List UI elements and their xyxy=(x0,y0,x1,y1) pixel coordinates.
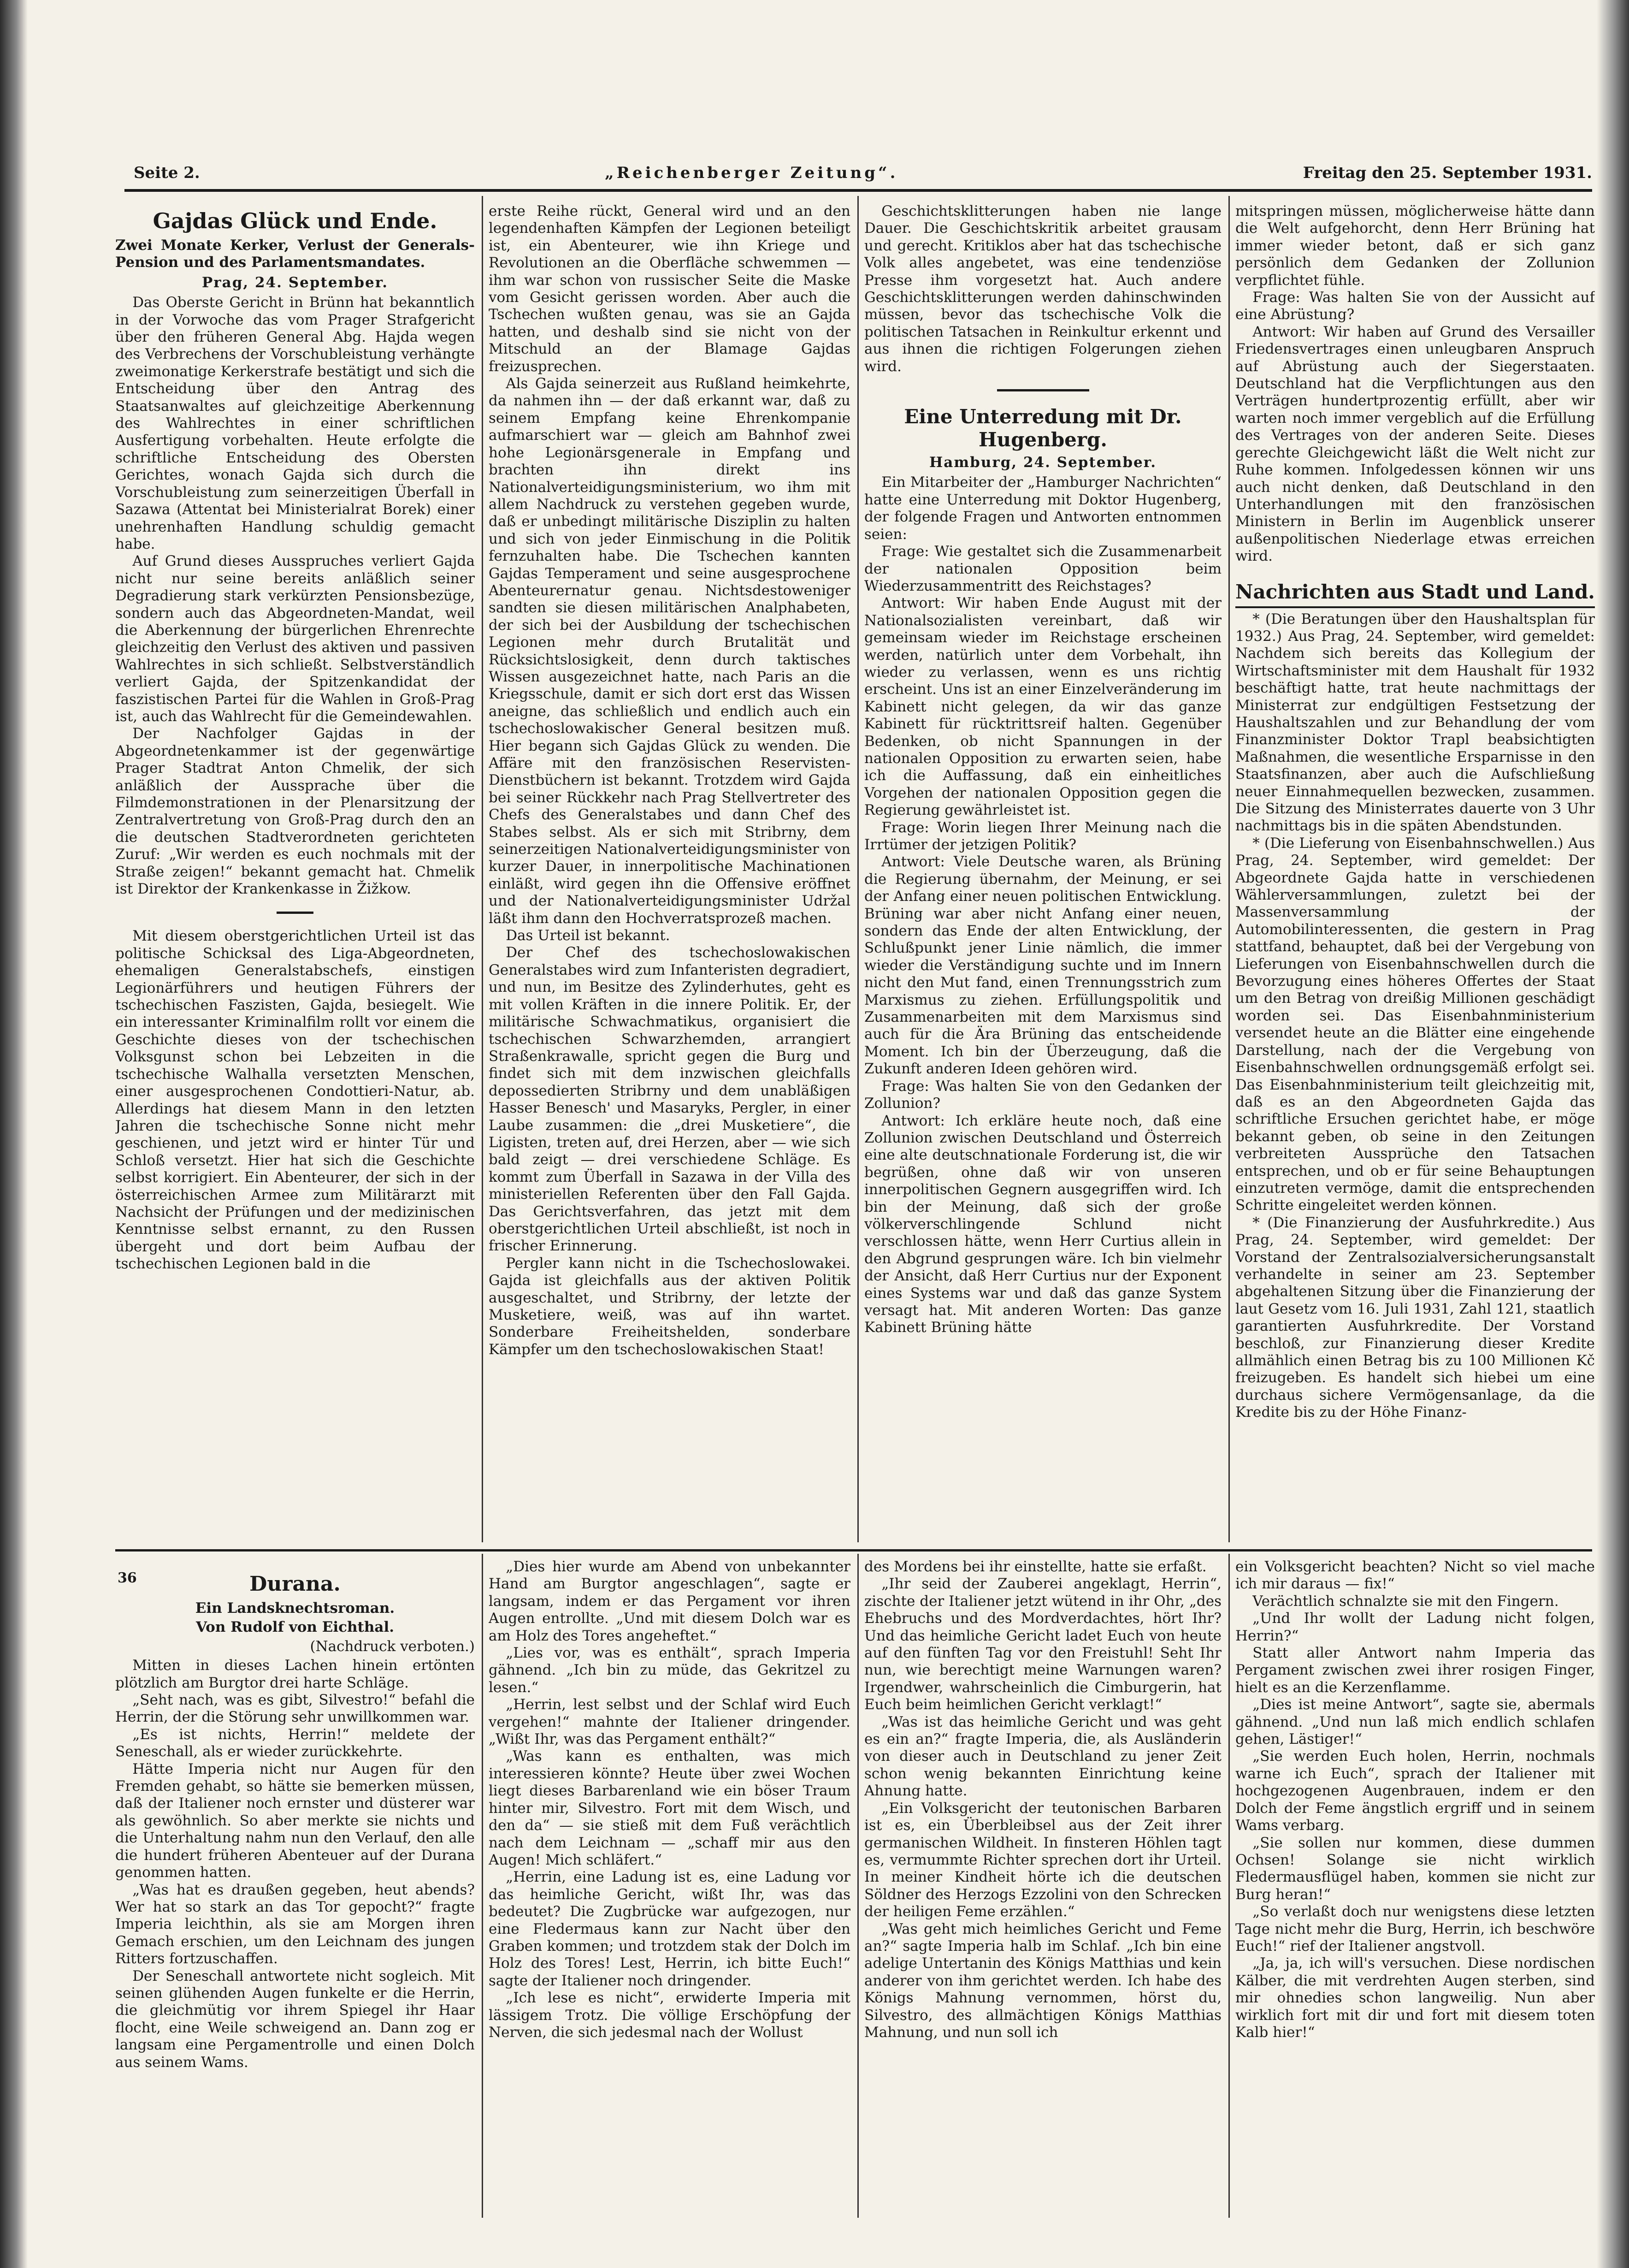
paragraph: Der Chef des tschechoslowakischen Generalstabes wird zum Infanteristen degradiert, und nun, im Besitze des Zylinderhutes, geht es mit vollen Kräften in die innere Politik. Er, der militärische Schwachmatikus, organisiert die tschechischen Schwarzhemden, arrangiert Straßenkrawalle, spricht gegen die Burg und findet sich mit dem inzwischen gleichfalls depossedierten Stribrny und dem unabläßigen Hasser Benesch' und Masaryks, Pergler, in einer Laube zusammen: die „drei Musketiere“, die Ligisten, treten auf, drei Herzen, aber — wie sich bald zeigt — drei verschiedene Schläge. Es kommt zum Überfall in Sazawa in der Villa des ministeriellen Referenten über den Fall Gajda. Das Gerichtsverfahren, das jetzt mit dem oberstgerichtlichen Urteil abschließt, ist noch in frischer Erinnerung. xyxy=(489,944,850,1255)
paragraph: Antwort: Wir haben Ende August mit der Nationalsozialisten vereinbart, daß wir gemeinsam wieder im Reichstage erscheinen werden, natürlich unter dem Vorbehalt, ihn wieder zu verlassen, wenn es uns richtig erscheint. Uns ist an einer Einzelveränderung im Kabinett nicht gelegen, da wir das ganze Kabinett für rücktrittsreif halten. Gegenüber Bedenken, ob nicht Spannungen in der nationalen Opposition zu erwarten seien, habe ich die Auffassung, daß ein einheitliches Vorgehen der nationalen Opposition gegen die Regierung gewährleistet ist. xyxy=(864,595,1222,819)
paragraph: „Dies ist meine Antwort“, sagte sie, abermals gähnend. „Und nun laß mich endlich schlafen gehen, Lästiger!“ xyxy=(1235,1696,1595,1748)
paragraph: mitspringen müssen, möglicherweise hätte dann die Welt aufgehorcht, denn Herr Brüning hat immer wieder betont, daß er sich ganz persönlich dem Gedanken der Zollunion verpflichtet fühle. xyxy=(1235,203,1595,289)
paragraph: „Lies vor, was es enthält“, sprach Imperia gähnend. „Ich bin zu müde, das Gekritzel zu lesen.“ xyxy=(489,1645,850,1696)
paragraph: Antwort: Viele Deutsche waren, als Brüning die Regierung übernahm, der Meinung, er sei der Anfang einer neuen politischen Entwicklung. Brüning war aber nicht Anfang einer neuen, sondern das Ende der alten Entwicklung, der Schlußpunkt jener Linie nämlich, die immer wieder die Verständigung suchte und im Innern nicht den Mut fand, einen Trennungsstrich zum Marxismus zu ziehen. Erfüllungspolitik und Zusammenarbeiten mit dem Marxismus sind auch für die Ära Brüning das entscheidende Moment. Ich bin der Überzeugung, daß die Zukunft anderen Ideen gehören wird. xyxy=(864,853,1222,1078)
article-subtitle: Zwei Monate Kerker, Verlust der Generals-Pension und des Parlamentsmandates. xyxy=(115,237,475,271)
article-title: Gajdas Glück und Ende. xyxy=(153,208,437,233)
column-3 xyxy=(864,203,1222,1540)
left-page-edge xyxy=(0,0,28,2268)
paragraph: „Ja, ja, ich will's versuchen. Diese nordischen Kälber, die mit verdrehten Augen sterben, sind mir ohnedies schon langweilig. Nun aber wirklich fort mit dir und fort mit diesem toten Kalb hier!“ xyxy=(1235,1955,1595,2041)
separator xyxy=(277,912,313,914)
column-rule xyxy=(857,196,859,1542)
feuilleton-author: Von Rudolf von Eichthal. xyxy=(195,1619,395,1636)
column-rule xyxy=(482,196,483,1542)
feuilleton-column-4 xyxy=(1235,1558,1595,2218)
news-item: * (Die Lieferung von Eisenbahnschwellen.) Aus Prag, 24. September, wird gemeldet: Der Abgeordnete Gajda hatte in verschiedenen Wählerversammlungen, zuletzt bei der Massenversammlung der Automobilinteressenten, die gestern in Prag stattfand, behauptet, daß bei der Vergebung von Lieferungen von Eisenbahnschwellen durch die Bevorzugung eines höheres Offertes der Staat um den Betrag von dreißig Millionen geschädigt worden sei. Das Eisenbahnministerium versendet heute an die Blätter eine eingehende Darstellung, nach der die Vergebung von Eisenbahnschwellen ordnungsgemäß erfolgt sei. Das Eisenbahnministerium teilt gleichzeitig mit, daß es an den Abgeordneten Gajda das schriftliche Ersuchen gerichtet habe, er möge bekannt geben, ob seine in den Zeitungen verbreiteten Aussprüche den Tatsachen entsprechen, und ob er für seine Behauptungen einzutreten vermöge, damit die entsprechenden Schritte eingeleitet werden können. xyxy=(1235,835,1595,1214)
column-1 xyxy=(115,203,475,1540)
paragraph: „Was geht mich heimliches Gericht und Feme an?“ sagte Imperia halb im Schlaf. „Ich bin eine adelige Untertanin des Königs Matthias und kein anderer von ihm gerichtet werden. Ich habe des Königs Mahnung vernommen, hörst du, Silvestro, des allmächtigen Königs Matthias Mahnung, und nun soll ich xyxy=(864,1920,1222,2041)
paragraph: „Ihr seid der Zauberei angeklagt, Herrin“, zischte der Italiener jetzt wütend in ihr Ohr, „des Ehebruchs und des Mordverdachtes, hört Ihr? Und das heimliche Gericht ladet Euch von heute auf den fünften Tag vor den Freistuhl! Seht Ihr nun, wie berechtigt meine Warnungen waren? Irgendwer, wahrscheinlich die Cimburgerin, hat Euch beim heimlichen Gericht verklagt!“ xyxy=(864,1575,1222,1713)
article-dateline: Prag, 24. September. xyxy=(201,274,389,291)
feuilleton-title: Durana. xyxy=(249,1572,341,1596)
paragraph: Verächtlich schnalzte sie mit den Fingern. xyxy=(1252,1593,1559,1610)
paragraph: Frage: Was halten Sie von den Gedanken der Zollunion? xyxy=(864,1078,1222,1112)
feuilleton-number: 36 xyxy=(118,1570,137,1586)
paragraph: Der Seneschall antwortete nicht sogleich. Mit seinen glühenden Augen funkelte er die Herrin, die gleichmütig vor ihrem Spiegel ihr Haar flocht, eine Weile schweigend an. Dann zog er langsam eine Pergamentrolle und einen Dolch aus seinem Wams. xyxy=(115,1967,475,2071)
column-rule xyxy=(482,1554,483,2218)
right-page-edge xyxy=(1597,0,1629,2268)
paragraph: „Was kann es enthalten, was mich interessieren könnte? Heute über zwei Wochen liegt dieses Barbarenland wie ein böser Traum hinter mir, Silvestro. Fort mit dem Wisch, und den da“ — sie stieß mit dem Fuß verächtlich nach dem Leichnam — „schaff mir aus den Augen! Mich schläfert.“ xyxy=(489,1748,850,1868)
news-item: * (Die Finanzierung der Ausfuhrkredite.) Aus Prag, 24. September, wird gemeldet: Der Vorstand der Zentralsozialversicherungsanstalt verhandelte in seiner am 23. September abgehaltenen Sitzung über die Finanzierung der laut Gesetz vom 16. Juli 1931, Zahl 121, staatlich garantierten Ausfuhrkredite. Der Vorstand beschloß, zur Finanzierung dieser Kredite allmählich einen Betrag bis zu 100 Millionen Kč freizugeben. Es handelt sich hiebei um eine durchaus sichere Vermögensanlage, da die Kredite bis zu der Höhe Finanz- xyxy=(1235,1214,1595,1421)
feuilleton-genre: Ein Landsknechtsroman. xyxy=(195,1600,395,1617)
page-header xyxy=(134,159,1592,187)
paragraph: Frage: Wie gestaltet sich die Zusammenarbeit der nationalen Opposition beim Wiederzusammentritt des Reichstages? xyxy=(864,543,1222,594)
column-rule xyxy=(1228,1554,1230,2218)
news-item: * (Die Beratungen über den Haushaltsplan für 1932.) Aus Prag, 24. September, wird gemeldet: Nachdem sich bereits das Kollegium der Wirtschaftsminister mit dem Haushalt für 1932 beschäftigt hatte, trat heute nachmittags der Ministerrat zur endgültigen Festsetzung der Haushaltszahlen und zur Behandlung der vom Finanzminister Doktor Trapl beabsichtigten Maßnahmen, die wesentliche Ersparnisse in den Staatsfinanzen, aber auch die Aufschließung neuer Einnahmequellen bezwecken, zusammen. Die Sitzung des Ministerrates dauerte von 3 Uhr nachmittags bis in die späten Abendstunden. xyxy=(1235,610,1595,835)
reprint-notice: (Nachdruck verboten.) xyxy=(310,1638,475,1655)
paragraph: Mitten in dieses Lachen hinein ertönten plötzlich am Burgtor drei harte Schläge. xyxy=(115,1657,475,1691)
paragraph: Antwort: Wir haben auf Grund des Versailler Friedensvertrages einen unleugbaren Anspruch auf Abrüstung auch der Siegerstaaten. Deutschland hat die Verpflichtungen aus den Verträgen hundertprozentig erfüllt, aber wir warten noch immer vergeblich auf die Erfüllung des Vertrages von der anderen Seite. Dieses gerechte Gleichgewicht läßt die Welt nicht zur Ruhe kommen. Infolgedessen können wir uns auch nicht denken, daß Deutschland in den Unterhandlungen mit den französischen Ministern in Berlin im Augenblick unserer außenpolitischen Niederlage etwas erreichen wird. xyxy=(1235,323,1595,565)
paragraph: „So verlaßt doch nur wenigstens diese letzten Tage nicht mehr die Burg, Herrin, ich beschwöre Euch!“ rief der Italiener angstvoll. xyxy=(1235,1903,1595,1954)
paragraph: „Was ist das heimliche Gericht und was geht es ein an?“ fragte Imperia, die, als Ausländerin von dieser auch in Deutschland zu jener Zeit schon wenig bekannten Einrichtung keine Ahnung hatte. xyxy=(864,1713,1222,1800)
feuilleton-column-1 xyxy=(115,1558,475,2218)
paragraph: Auf Grund dieses Ausspruches verliert Gajda nicht nur seine bereits anläßlich seiner Degradierung stark verkürzten Pensionsbezüge, sondern auch das Abgeordneten-Mandat, weil die Aberkennung der bürgerlichen Ehrenrechte gleichzeitig den Verlust des aktiven und passiven Wahlrechtes in sich schließt. Selbstverständlich verliert Gajda, der Spitzenkandidat der faszistischen Partei für die Wahlen in Groß-Prag ist, auch das Wahlrecht für die Gemeindewahlen. xyxy=(115,553,475,725)
section-title: Nachrichten aus Stadt und Land. xyxy=(1235,580,1595,608)
paragraph: „Und Ihr wollt der Ladung nicht folgen, Herrin?“ xyxy=(1235,1610,1595,1644)
paragraph: „Ein Volksgericht der teutonischen Barbaren ist es, ein Überbleibsel aus der Zeit ihrer germanischen Wildheit. In finsteren Höhlen tagt es, vermummte Richter sprechen dort ihr Urteil. In meiner Kindheit hörte ich die deutschen Söldner des Herzogs Ezzolini von den Schrecken der heiligen Feme erzählen.“ xyxy=(864,1800,1222,1920)
paragraph: Das Urteil ist bekannt. xyxy=(506,927,670,944)
paragraph: Der Nachfolger Gajdas in der Abgeordnetenkammer ist der gegenwärtige Prager Stadtrat Anton Chmelik, der sich anläßlich der Aussprache über die Filmdemonstrationen in der Plenarsitzung der Zentralvertretung von Groß-Prag durch den an die deutschen Stadtverordneten gerichteten Zuruf: „Wir werden es euch nochmals mit der Straße zeigen!“ bekannt gemacht hat. Chmelik ist Direktor der Krankenkasse in Žižkow. xyxy=(115,725,475,898)
paragraph: Das Oberste Gericht in Brünn hat bekanntlich in der Vorwoche das vom Prager Strafgericht über den früheren General Abg. Hajda wegen des Verbrechens der Vorschubleistung verhängte zweimonatige Kerkerstrafe bestätigt und sich die Entscheidung über den Antrag des Staatsanwaltes auf gleichzeitige Aberkennung des Wahlrechtes in einer schriftlichen Ausfertigung vorbehalten. Heute erfolgte die schriftliche Entscheidung des Obersten Gerichtes, wonach Gajda sich durch die Vorschubleistung zum seinerzeitigen Überfall in Sazawa (Attentat bei Ministerialrat Borek) einer unehrenhaften Handlung schuldig gemacht habe. xyxy=(115,294,475,552)
paragraph: „Herrin, lest selbst und der Schlaf wird Euch vergehen!“ mahnte der Italiener dringender. „Wißt Ihr, was das Pergament enthält?“ xyxy=(489,1696,850,1748)
paragraph: „Es ist nichts, Herrin!“ meldete der Seneschall, als er wieder zurückkehrte. xyxy=(115,1726,475,1760)
paragraph: erste Reihe rückt, General wird und an den legendenhaften Kämpfen der Legionen beteiligt ist, ein Abenteurer, wie ihn Kriege und Revolutionen an die Oberfläche schwemmen — ihm war schon von russischer Seite die Maske vom Gesicht gerissen worden. Aber auch die Tschechen wußten genau, was sie an Gajda hatten, und deshalb sind sie nicht von der Mitschuld an der Blamage Gajdas freizusprechen. xyxy=(489,203,850,375)
feuilleton-column-2 xyxy=(489,1558,850,2218)
feuilleton-rule xyxy=(115,1549,1592,1551)
paragraph: Ein Mitarbeiter der „Hamburger Nachrichten“ hatte eine Unterredung mit Doktor Hugenberg, der folgende Fragen und Antworten entnommen seien: xyxy=(864,474,1222,543)
paragraph: Pergler kann nicht in die Tschechoslowakei. Gajda ist gleichfalls aus der aktiven Politik ausgeschaltet, und Stribrny, der letzte der Musketiere, weiß, was auf ihn wartet. Sonderbare Freiheitshelden, sonderbare Kämpfer um den tschechoslowakischen Staat! xyxy=(489,1255,850,1358)
paragraph: Frage: Was halten Sie von der Aussicht auf eine Abrüstung? xyxy=(1235,289,1595,323)
article-dateline: Hamburg, 24. September. xyxy=(929,454,1157,471)
paragraph: Frage: Worin liegen Ihrer Meinung nach die Irrtümer der jetzigen Politik? xyxy=(864,819,1222,853)
paragraph: Geschichtsklitterungen haben nie lange Dauer. Die Geschichtskritik arbeitet grausam und gerecht. Kritiklos aber hat das tschechische Volk alles angebetet, was eine tendenziöse Presse ihm vorgesetzt hat. Auch andere Geschichtsklitterungen werden dahinschwinden müssen, bevor das tschechische Volk die politischen Tatsachen in Reinkultur erkennt und aus ihnen die richtigen Folgerungen ziehen wird. xyxy=(864,203,1222,375)
column-rule xyxy=(857,1554,859,2218)
paragraph: des Mordens bei ihr einstellte, hatte sie erfaßt. xyxy=(864,1558,1207,1575)
paragraph: „Sie sollen nur kommen, diese dummen Ochsen! Solange sie nicht wirklich Fledermausflügel haben, kommen sie nicht zur Burg heran!“ xyxy=(1235,1834,1595,1903)
paragraph: Als Gajda seinerzeit aus Rußland heimkehrte, da nahmen ihn — der daß erkannt war, daß zu seinem Empfang keine Ehrenkompanie aufmarschiert war — gleich am Bahnhof zwei hohe Legionärsgenerale in Empfang und brachten ihn direkt ins Nationalverteidigungsministerium, wo ihm mit allem Nachdruck zu verstehen gegeben wurde, daß er unbedingt militärische Disziplin zu halten und sich von jeder Einmischung in die Politik fernzuhalten habe. Die Tschechen kannten Gajdas Temperament und seine ausgesprochene Abenteurernatur genau. Nichtsdestoweniger sandten sie diesen militärischen Analphabeten, der sich bei der Ausbildung der tschechischen Legionen mehr durch Brutalität und Rücksichtslosigkeit, denn durch taktisches Wissen ausgezeichnet hatte, nach Paris an die Kriegsschule, damit er sich dort erst das Wissen aneigne, das schließlich und endlich auch ein tschechoslowakischer General besitzen muß. Hier begann sich Gajdas Glück zu wenden. Die Affäre mit den französischen Reservisten-Dienstbüchern ist bekannt. Trotzdem wird Gajda bei seiner Rückkehr nach Prag Stellvertreter des Chefs des Generalstabes und dann Chef des Stabes selbst. Als er sich mit Stribrny, dem seinerzeitigen Nationalverteidigungsminister von kurzer Dauer, in innerpolitische Machinationen einläßt, wird gegen ihn die Offensive eröffnet und der Nationalverteidigungsminister Udržal läßt ihm dann den Hochverratsprozeß machen. xyxy=(489,375,850,927)
feuilleton-column-3 xyxy=(864,1558,1222,2218)
paragraph: „Sie werden Euch holen, Herrin, nochmals warne ich Euch“, sprach der Italiener mit hochgezogenen Augenbrauen, indem er den Dolch der Feme ängstlich ergriff und in seinem Wams verbarg. xyxy=(1235,1748,1595,1834)
paragraph: „Herrin, eine Ladung ist es, eine Ladung vor das heimliche Gericht, wißt Ihr, was das bedeutet? Die Zugbrücke war aufgezogen, nur eine Fledermaus kann zur Nacht über den Graben kommen; und trotzdem stak der Dolch im Holz des Tores! Lest, Herrin, ich bitte Euch!“ sagte der Italiener noch dringender. xyxy=(489,1869,850,1989)
paragraph: ein Volksgericht beachten? Nicht so viel mache ich mir daraus — fix!“ xyxy=(1235,1558,1595,1593)
newspaper-title: „Reichenberger Zeitung“. xyxy=(605,164,898,182)
paragraph: „Dies hier wurde am Abend von unbekannter Hand am Burgtor angeschlagen“, sagte er langsam, indem er das Pergament vor ihren Augen entrollte. „Und mit diesem Dolch war es am Holz des Tores angeheftet.“ xyxy=(489,1558,850,1644)
paragraph: Mit diesem oberstgerichtlichen Urteil ist das politische Schicksal des Liga-Abgeordneten, ehemaligen Generalstabschefs, einstigen Legionärführers und heutigen Führers der tschechischen Faszisten, Gajda, besiegelt. Wie ein interessanter Kriminalfilm rollt vor einem die Geschichte dieses von der tschechischen Volksgunst schon bei Lebzeiten in die tschechische Walhalla versetzten Menschen, einer ausgesprochenen Condottieri-Natur, ab. Allerdings hat diesem Mann in den letzten Jahren die tschechische Sonne nicht mehr geschienen, und jetzt wird er hinter Tür und Schloß versetzt. Hier hat sich die Geschichte selbst korrigiert. Ein Abenteurer, der sich in der österreichischen Armee zum Militärarzt mit Nachsicht der Prüfungen und der medizinischen Kenntnisse selbst ernannt, zu den Russen übergeht und dort beim Aufbau der tschechischen Legionen bald in die xyxy=(115,928,475,1273)
issue-date: Freitag den 25. September 1931. xyxy=(1303,164,1592,182)
paragraph: Hätte Imperia nicht nur Augen für den Fremden gehabt, so hätte sie bemerken müssen, daß der Italiener noch ernster und düsterer war als gewöhnlich. So aber merkte sie nichts und die Unterhaltung nahm nun den Verlauf, den alle die hundert früheren Abenteuer auf der Durana genommen hatten. xyxy=(115,1760,475,1881)
paragraph: Statt aller Antwort nahm Imperia das Pergament zwischen zwei ihrer rosigen Finger, hielt es an die Kerzenflamme. xyxy=(1235,1645,1595,1696)
column-4 xyxy=(1235,203,1595,1540)
column-rule xyxy=(1228,196,1230,1542)
paragraph: „Seht nach, was es gibt, Silvestro!“ befahl die Herrin, der die Störung sehr unwillkommen war. xyxy=(115,1692,475,1726)
article-title: Eine Unterredung mit Dr. Hugenberg. xyxy=(904,405,1182,451)
paragraph: „Ich lese es nicht“, erwiderte Imperia mit lässigem Trotz. Die völlige Erschöpfung der Nerven, die sich jedesmal nach der Wollust xyxy=(489,1990,850,2041)
paragraph: Antwort: Ich erkläre heute noch, daß eine Zollunion zwischen Deutschland und Österreich eine alte deutschnationale Forderung ist, die wir begrüßen, ohne daß wir von unseren innerpolitischen Gegnern ausgegriffen wird. Ich bin der Meinung, daß sich der große völkerverschlingende Schlund nicht verschlossen hätte, wenn Herr Curtius allein in den Abgrund gesprungen wäre. Ich bin vielmehr der Ansicht, daß Herr Curtius nur der Exponent eines Systems war und daß das ganze System versagt hat. Mit anderen Worten: Das ganze Kabinett Brüning hätte xyxy=(864,1112,1222,1336)
column-2 xyxy=(489,203,850,1540)
header-rule xyxy=(124,189,1592,192)
separator xyxy=(997,389,1089,391)
paragraph: „Was hat es draußen gegeben, heut abends? Wer hat so stark an das Tor gepocht?“ fragte Imperia leichthin, als sie am Morgen ihren Gemach erschien, um den Leichnam des jungen Ritters fortzuschaffen. xyxy=(115,1881,475,1967)
page-number: Seite 2. xyxy=(134,164,200,182)
